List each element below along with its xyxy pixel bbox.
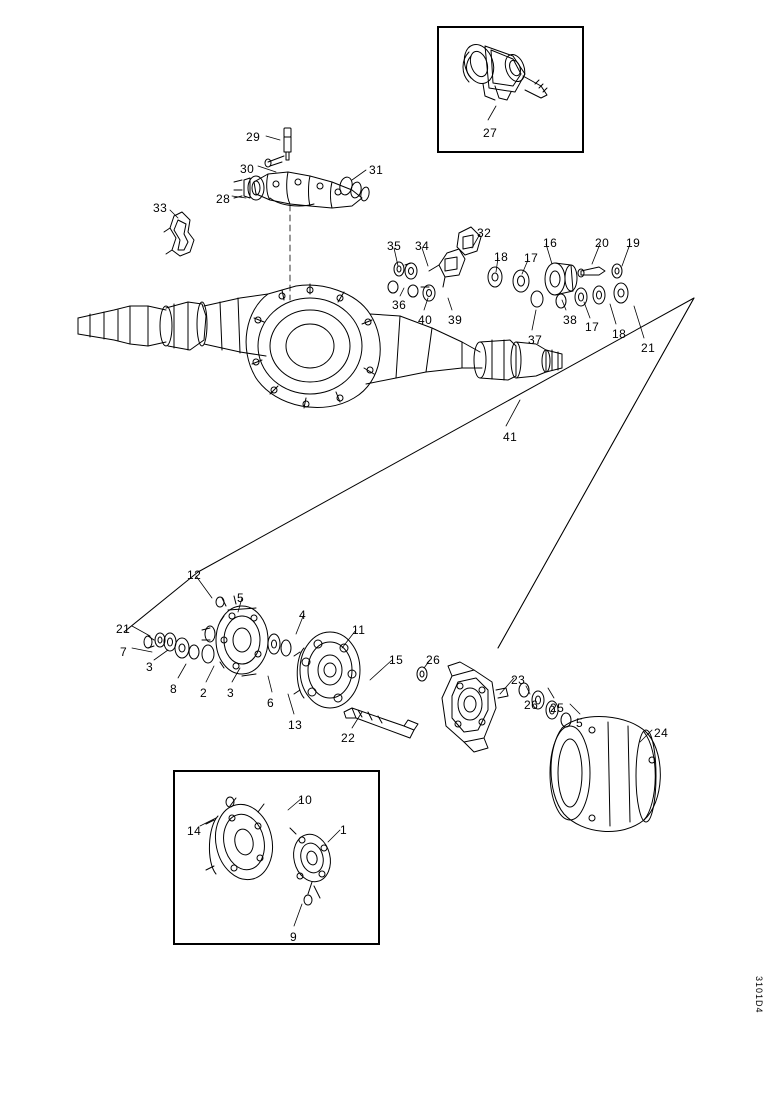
callout-14: 14 bbox=[187, 824, 202, 838]
callout-18-lower: 18 bbox=[612, 327, 627, 341]
callout-39: 39 bbox=[448, 313, 463, 327]
callout-9: 9 bbox=[290, 930, 298, 944]
callout-31: 31 bbox=[369, 163, 384, 177]
callout-38: 38 bbox=[563, 313, 578, 327]
callout-13: 13 bbox=[288, 718, 303, 732]
callout-28: 28 bbox=[216, 192, 231, 206]
callout-16: 16 bbox=[543, 236, 558, 250]
callout-2: 2 bbox=[200, 686, 208, 700]
callout-34: 34 bbox=[415, 239, 430, 253]
callout-26: 26 bbox=[426, 653, 441, 667]
callout-8: 8 bbox=[170, 682, 178, 696]
inset-panel-top-right bbox=[437, 26, 584, 153]
callout-6: 6 bbox=[267, 696, 275, 710]
callout-7: 7 bbox=[120, 645, 128, 659]
callout-19: 19 bbox=[626, 236, 641, 250]
callout-40: 40 bbox=[418, 313, 433, 327]
callout-5: 5 bbox=[237, 591, 245, 605]
callout-3b: 3 bbox=[227, 686, 235, 700]
callout-21-lower: 21 bbox=[116, 622, 131, 636]
callout-17-lower: 17 bbox=[585, 320, 600, 334]
callout-26b: 26 bbox=[524, 698, 539, 712]
callout-4: 4 bbox=[299, 608, 307, 622]
callout-35: 35 bbox=[387, 239, 402, 253]
callout-24: 24 bbox=[654, 726, 669, 740]
callout-10: 10 bbox=[298, 793, 313, 807]
callout-3: 3 bbox=[146, 660, 154, 674]
callout-17: 17 bbox=[524, 251, 539, 265]
callout-21: 21 bbox=[641, 341, 656, 355]
drawing-code: 3101D4 bbox=[754, 976, 764, 1014]
callout-18: 18 bbox=[494, 250, 509, 264]
callout-32: 32 bbox=[477, 226, 492, 240]
callout-41: 41 bbox=[503, 430, 518, 444]
callout-37: 37 bbox=[528, 333, 543, 347]
callout-15: 15 bbox=[389, 653, 404, 667]
callout-27: 27 bbox=[483, 126, 498, 140]
callout-20: 20 bbox=[595, 236, 610, 250]
callout-11: 11 bbox=[352, 623, 366, 637]
callout-12: 12 bbox=[187, 568, 202, 582]
callout-5b: 5 bbox=[576, 716, 584, 730]
callout-23: 23 bbox=[511, 673, 526, 687]
callout-33: 33 bbox=[153, 201, 168, 215]
callout-29: 29 bbox=[246, 130, 261, 144]
callout-22: 22 bbox=[341, 731, 356, 745]
callout-25: 25 bbox=[550, 701, 565, 715]
callout-36: 36 bbox=[392, 298, 407, 312]
inset-panel-bottom-left bbox=[173, 770, 380, 945]
callout-1: 1 bbox=[340, 823, 348, 837]
callout-30: 30 bbox=[240, 162, 255, 176]
